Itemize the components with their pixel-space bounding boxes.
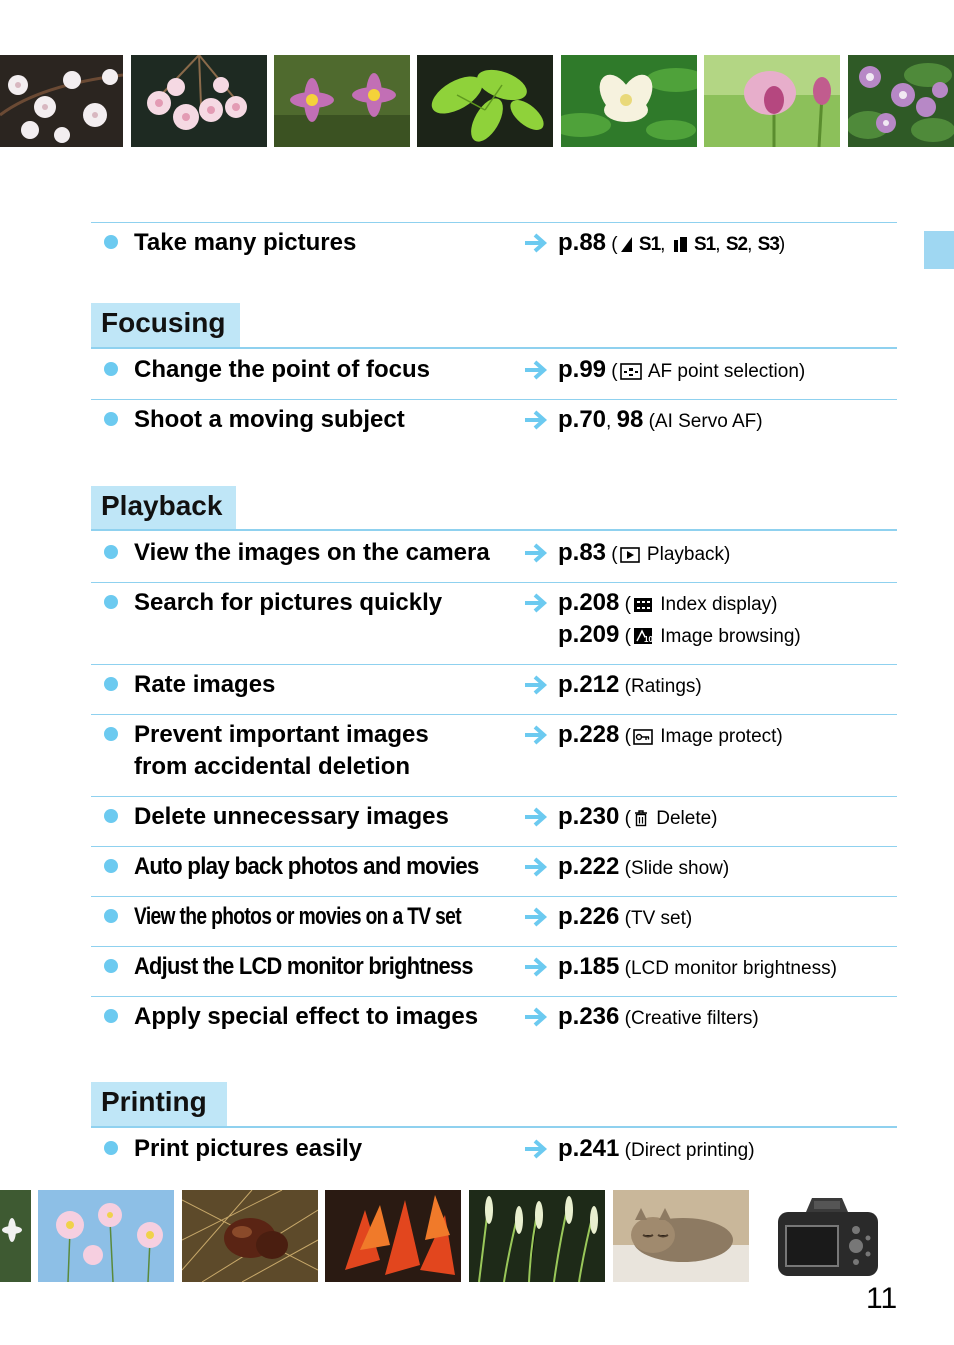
bullet-icon xyxy=(104,809,118,823)
bullet-icon xyxy=(104,727,118,741)
task-label: Delete unnecessary images xyxy=(134,803,449,830)
image-jump-icon xyxy=(633,627,653,645)
right-arrow-icon xyxy=(523,541,549,565)
photo-red-maple xyxy=(325,1190,461,1282)
photo-cherry-blossoms xyxy=(0,55,123,147)
svg-text:10: 10 xyxy=(643,635,653,644)
row-divider xyxy=(91,714,897,715)
task-label: Search for pictures quickly xyxy=(134,589,443,616)
task-label: Prevent important images xyxy=(134,721,429,748)
section-divider xyxy=(91,1126,897,1128)
page-reference[interactable]: p.212 (Ratings) xyxy=(558,671,702,698)
photo-chestnuts xyxy=(182,1190,318,1282)
top-photo-strip xyxy=(0,55,954,147)
bullet-icon xyxy=(104,1009,118,1023)
task-label: Shoot a moving subject xyxy=(134,406,405,433)
section-heading-playback xyxy=(91,486,236,530)
right-arrow-icon xyxy=(523,358,549,382)
row-divider xyxy=(91,946,897,947)
right-arrow-icon xyxy=(523,855,549,879)
section-heading-printing xyxy=(91,1082,227,1126)
bullet-icon xyxy=(104,235,118,249)
photo-grass xyxy=(469,1190,605,1282)
section-divider xyxy=(91,529,897,531)
page-reference[interactable]: p.208 ( Index display) xyxy=(558,589,778,616)
camera-illustration xyxy=(776,1194,880,1280)
row-divider xyxy=(91,846,897,847)
right-arrow-icon xyxy=(523,673,549,697)
bullet-icon xyxy=(104,362,118,376)
photo-pink-blossoms xyxy=(131,55,267,147)
bullet-icon xyxy=(104,677,118,691)
protect-key-icon xyxy=(633,729,653,745)
task-label-continued: from accidental deletion xyxy=(134,753,411,780)
right-arrow-icon xyxy=(523,1137,549,1161)
row-divider xyxy=(91,996,897,997)
right-arrow-icon xyxy=(523,1005,549,1029)
right-arrow-icon xyxy=(523,905,549,929)
playback-icon xyxy=(620,547,640,563)
section-title: Focusing xyxy=(101,307,226,338)
page-reference[interactable]: p.230 ( Delete) xyxy=(558,803,718,830)
row-divider xyxy=(91,582,897,583)
page-reference[interactable]: p.241 (Direct printing) xyxy=(558,1135,755,1162)
photo-violet-flowers xyxy=(848,55,954,147)
page-reference[interactable]: p.185 (LCD monitor brightness) xyxy=(558,953,837,980)
bullet-icon xyxy=(104,412,118,426)
photo-pink-pea-flower xyxy=(704,55,840,147)
row-divider xyxy=(91,664,897,665)
bottom-photo-strip xyxy=(0,1190,760,1282)
page-reference[interactable]: p.70, 98 (AI Servo AF) xyxy=(558,406,763,433)
page-reference[interactable]: p.222 (Slide show) xyxy=(558,853,730,880)
bullet-icon xyxy=(104,1141,118,1155)
page-reference[interactable]: p.226 (TV set) xyxy=(558,903,693,930)
trash-icon xyxy=(633,809,649,827)
chapter-tab-marker xyxy=(924,231,954,269)
row-divider xyxy=(91,896,897,897)
right-arrow-icon xyxy=(523,723,549,747)
page-reference[interactable]: p.228 ( Image protect) xyxy=(558,721,783,748)
task-label: View the photos or movies on a TV set xyxy=(134,903,461,930)
right-arrow-icon xyxy=(523,231,549,255)
bullet-icon xyxy=(104,859,118,873)
task-label: Rate images xyxy=(134,671,276,698)
bullet-icon xyxy=(104,545,118,559)
section-divider xyxy=(91,347,897,349)
page-reference[interactable]: p.99 ( AF point selection) xyxy=(558,356,806,383)
bullet-icon xyxy=(104,909,118,923)
continuous-shooting-icon xyxy=(673,236,688,253)
task-label: View the images on the camera xyxy=(134,539,490,566)
page-reference[interactable]: p.209 ( 10 Image browsing) xyxy=(558,621,801,648)
bullet-icon xyxy=(104,959,118,973)
task-label: Auto play back photos and movies xyxy=(134,853,479,880)
continuous-shooting-icon xyxy=(620,236,633,253)
task-label: Adjust the LCD monitor brightness xyxy=(134,953,473,980)
right-arrow-icon xyxy=(523,591,549,615)
af-point-selection-icon xyxy=(620,363,642,380)
page-reference[interactable]: p.83 ( Playback) xyxy=(558,539,731,566)
index-display-icon xyxy=(633,597,653,613)
page-reference[interactable]: p.88 ( S1, S1, S2, S3) xyxy=(558,229,786,256)
section-title: Playback xyxy=(101,490,223,521)
row-divider xyxy=(91,222,897,223)
right-arrow-icon xyxy=(523,955,549,979)
right-arrow-icon xyxy=(523,805,549,829)
photo-white-flower xyxy=(0,1190,31,1282)
section-heading-focusing xyxy=(91,303,240,347)
task-label: Take many pictures xyxy=(134,229,357,256)
photo-magnolia xyxy=(561,55,697,147)
photo-purple-flowers xyxy=(274,55,410,147)
task-label: Print pictures easily xyxy=(134,1135,363,1162)
photo-green-leaves xyxy=(417,55,553,147)
right-arrow-icon xyxy=(523,408,549,432)
row-divider xyxy=(91,399,897,400)
photo-sleeping-cat xyxy=(613,1190,749,1282)
section-title: Printing xyxy=(101,1086,207,1117)
bullet-icon xyxy=(104,595,118,609)
row-divider xyxy=(91,796,897,797)
task-label: Apply special effect to images xyxy=(134,1003,479,1030)
task-label: Change the point of focus xyxy=(134,356,430,383)
page-reference[interactable]: p.236 (Creative filters) xyxy=(558,1003,759,1030)
photo-cosmos xyxy=(38,1190,174,1282)
page-number: 11 xyxy=(866,1282,898,1315)
